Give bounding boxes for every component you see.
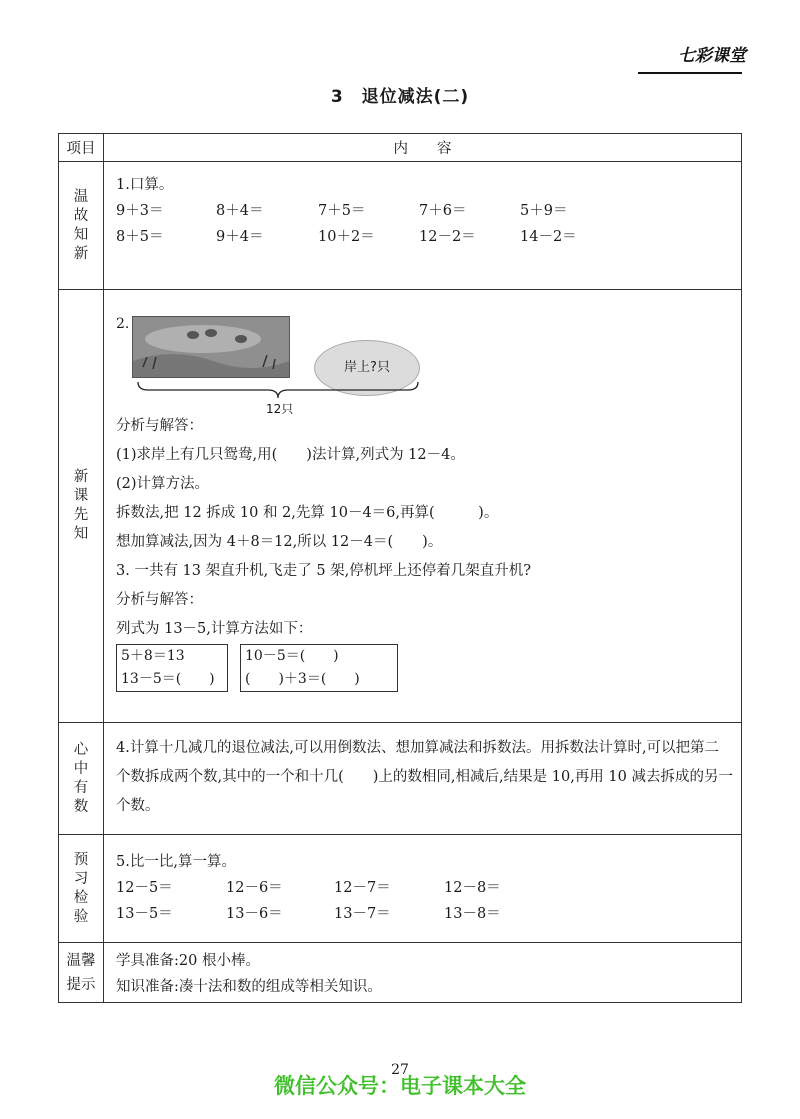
lesson-table xyxy=(58,133,742,1003)
calc-box-2 xyxy=(240,644,398,692)
q1-r2-c3: 10＋2＝ xyxy=(318,229,375,245)
section-preview xyxy=(104,835,742,943)
section-label-new: 新课先知 xyxy=(59,290,104,723)
q2-line1: (1)求岸上有几只鸳鸯,用( )法计算,列式为 12－4。 xyxy=(116,447,465,463)
q4-text: 4.计算十几减几的退位减法,可以用倒数法、想加算减法和拆数法。用拆数法计算时,可以把第二个数拆成两个数,其中的一个和十几( )上的数相同,相减后,结果是 10,再用 10 减去拆成的另一个数。 xyxy=(116,740,733,814)
q2-line2: (2)计算方法。 xyxy=(116,476,210,492)
calc-box-1-line1: 5＋8＝13 xyxy=(121,648,185,664)
section-label-review: 温故知新 xyxy=(59,162,104,290)
calc-box-2-line1: 10－5＝( ) xyxy=(245,648,339,664)
analysis-heading-2: 分析与解答： xyxy=(116,592,203,608)
tips-line2: 知识准备:凑十法和数的组成等相关知识。 xyxy=(116,979,382,995)
q5-r1-c4: 12－8＝ xyxy=(444,880,501,896)
header-item: 项目 xyxy=(59,134,104,162)
q5-r1-c2: 12－6＝ xyxy=(226,880,283,896)
q1-r2-c5: 14－2＝ xyxy=(520,229,577,245)
q1-r1-c5: 5＋9＝ xyxy=(520,203,568,219)
page-title: 3 退位减法(二) xyxy=(330,87,470,107)
section-review xyxy=(104,162,742,290)
q1-row1 xyxy=(116,198,733,224)
brand-rule xyxy=(638,72,742,74)
q5-title: 5.比一比,算一算。 xyxy=(116,854,236,870)
pond-image xyxy=(132,316,290,378)
section-tips xyxy=(104,943,742,1003)
calc-box-1-line2: 13－5＝( ) xyxy=(121,671,215,687)
brace-label: 12只 xyxy=(266,402,294,416)
q5-r2-c3: 13－7＝ xyxy=(334,906,391,922)
calc-box-1 xyxy=(116,644,228,692)
pond-drawing xyxy=(133,317,289,377)
q5-r2-c2: 13－6＝ xyxy=(226,906,283,922)
analysis-heading: 分析与解答： xyxy=(116,418,203,434)
watermark: 微信公众号：电子课本大全 xyxy=(274,1074,526,1098)
section-label-preview: 预习检验 xyxy=(59,835,104,943)
q5-row2 xyxy=(116,901,733,927)
section-mind xyxy=(104,723,742,835)
q1-r2-c4: 12－2＝ xyxy=(419,229,476,245)
page-number: 27 xyxy=(391,1062,409,1078)
section-label-mind: 心中有数 xyxy=(59,723,104,835)
brace-bracket xyxy=(136,380,420,400)
q3-line1: 列式为 13－5,计算方法如下： xyxy=(116,621,313,637)
q1-r1-c2: 8＋4＝ xyxy=(216,203,264,219)
q1-r1-c3: 7＋5＝ xyxy=(318,203,366,219)
q2-line3: 拆数法,把 12 拆成 10 和 2,先算 10－4＝6,再算( )。 xyxy=(116,505,499,521)
header-content: 内 容 xyxy=(104,134,742,162)
q1-r2-c1: 8＋5＝ xyxy=(116,229,164,245)
q1-r2-c2: 9＋4＝ xyxy=(216,229,264,245)
calc-box-2-line2: ( )＋3＝( ) xyxy=(245,671,360,687)
q5-r2-c1: 13－5＝ xyxy=(116,906,173,922)
q2-number: 2. xyxy=(116,316,130,332)
calc-boxes xyxy=(116,644,733,700)
q5-r1-c3: 12－7＝ xyxy=(334,880,391,896)
section-label-tips: 温馨提示 xyxy=(59,943,104,1003)
q1-row2 xyxy=(116,224,733,250)
q1-r1-c4: 7＋6＝ xyxy=(419,203,467,219)
q5-r2-c4: 13－8＝ xyxy=(444,906,501,922)
q3-question: 3. 一共有 13 架直升机,飞走了 5 架,停机坪上还停着几架直升机? xyxy=(116,563,532,579)
duck-illustration xyxy=(116,290,733,416)
q2-line4: 想加算减法,因为 4＋8＝12,所以 12－4＝( )。 xyxy=(116,534,443,550)
shore-bubble: 岸上?只 xyxy=(314,340,420,396)
q1-r1-c1: 9＋3＝ xyxy=(116,203,164,219)
tips-line1: 学具准备:20 根小棒。 xyxy=(116,953,260,969)
brand-logo: 七彩课堂 xyxy=(678,46,746,66)
q5-row1 xyxy=(116,875,733,901)
q1-title: 1.口算。 xyxy=(116,177,174,193)
q5-r1-c1: 12－5＝ xyxy=(116,880,173,896)
section-new xyxy=(104,290,742,723)
